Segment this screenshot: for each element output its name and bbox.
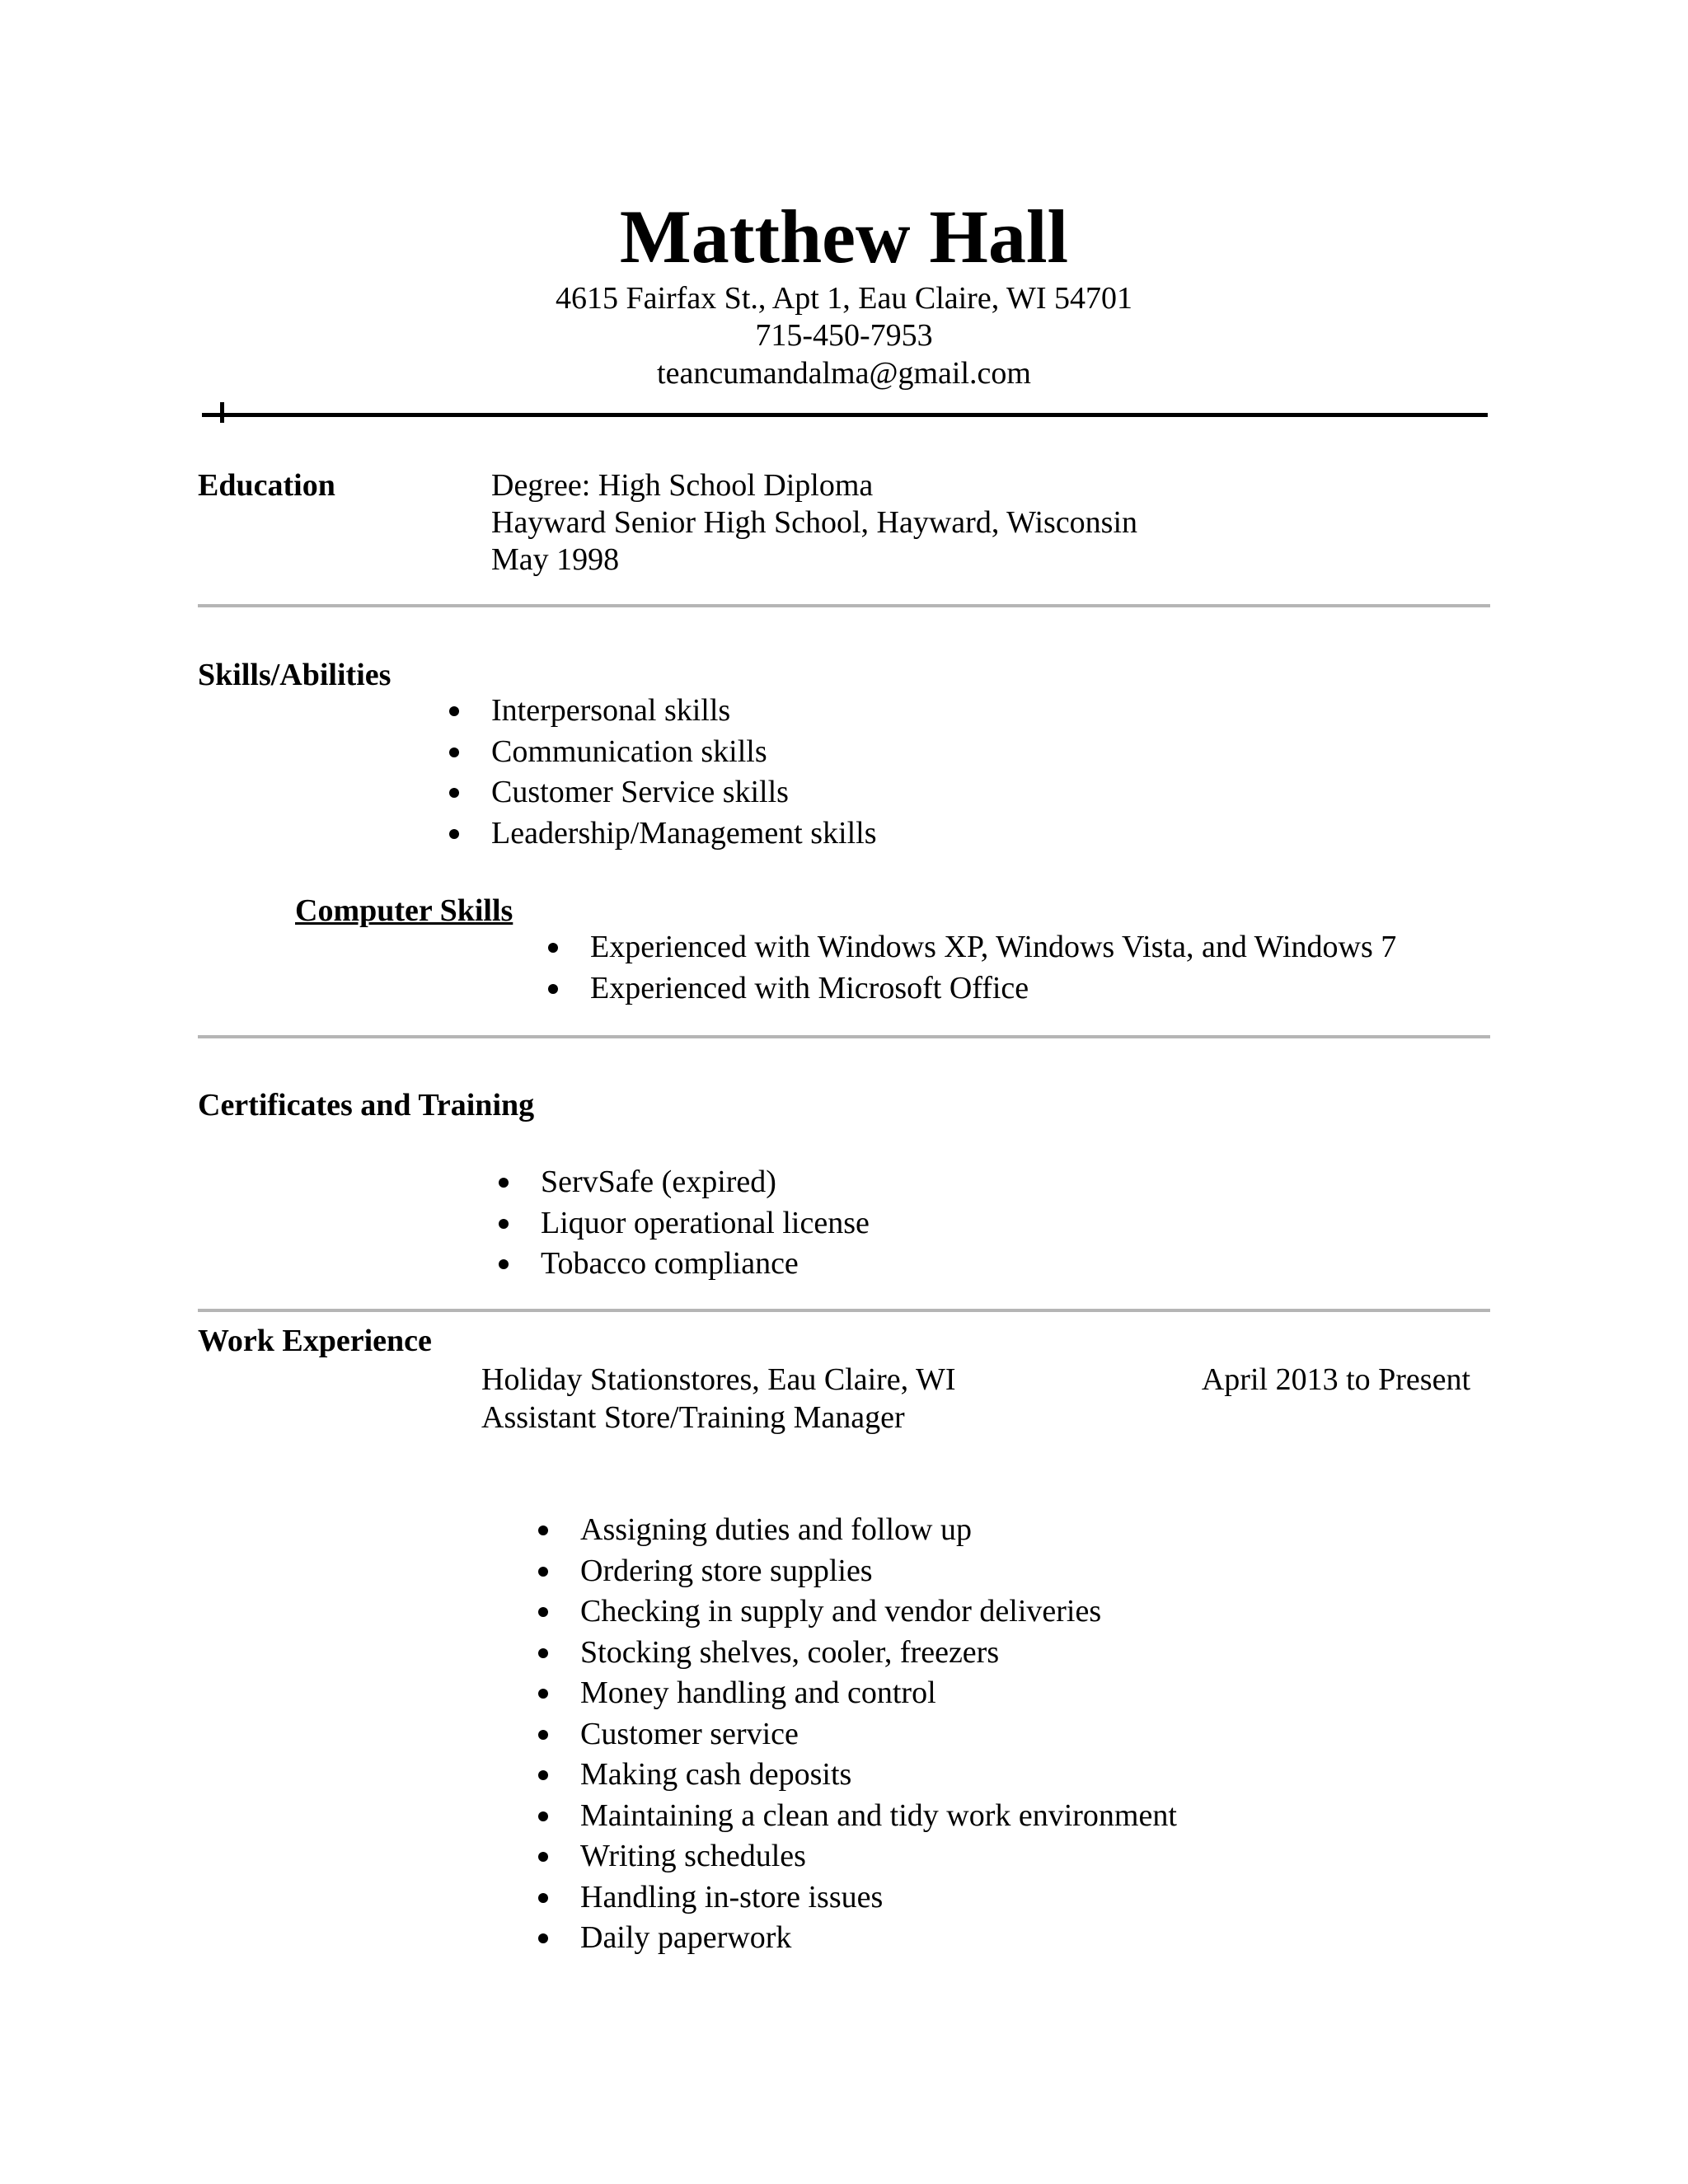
work-dates: April 2013 to Present bbox=[1201, 1362, 1470, 1397]
list-item: Handling in-store issues bbox=[580, 1877, 1177, 1919]
skills-list bbox=[491, 691, 877, 854]
list-item: Stocking shelves, cooler, freezers bbox=[580, 1633, 1177, 1674]
resume-name: Matthew Hall bbox=[619, 194, 1069, 279]
list-item: Maintaining a clean and tidy work environment bbox=[580, 1796, 1177, 1837]
certificates-heading: Certificates and Training bbox=[198, 1088, 535, 1122]
list-item: Writing schedules bbox=[580, 1836, 1177, 1877]
list-item: Leadership/Management skills bbox=[491, 813, 877, 855]
education-heading: Education bbox=[198, 468, 335, 503]
bullet-icon bbox=[449, 706, 459, 716]
computer-skills-heading: Computer Skills bbox=[295, 893, 513, 928]
list-item: Experienced with Microsoft Office bbox=[590, 968, 1396, 1010]
bullet-icon bbox=[538, 1689, 548, 1699]
bullet-icon bbox=[499, 1178, 509, 1188]
list-item: Customer service bbox=[580, 1714, 1177, 1755]
bullet-icon bbox=[548, 943, 558, 953]
list-item: Interpersonal skills bbox=[491, 691, 877, 732]
work-heading: Work Experience bbox=[198, 1324, 432, 1358]
header-divider bbox=[202, 413, 1488, 417]
bullet-icon bbox=[538, 1648, 548, 1658]
address-line: 4615 Fairfax St., Apt 1, Eau Claire, WI 54701 bbox=[555, 281, 1133, 316]
list-item: Liquor operational license bbox=[541, 1203, 870, 1244]
bullet-icon bbox=[499, 1219, 509, 1229]
list-item: Daily paperwork bbox=[580, 1918, 1177, 1959]
bullet-icon bbox=[538, 1811, 548, 1821]
bullet-icon bbox=[449, 788, 459, 798]
bullet-icon bbox=[538, 1852, 548, 1862]
bullet-icon bbox=[538, 1607, 548, 1617]
list-item: Assigning duties and follow up bbox=[580, 1510, 1177, 1551]
section-divider bbox=[198, 604, 1490, 607]
section-divider bbox=[198, 1035, 1490, 1038]
education-date: May 1998 bbox=[491, 542, 620, 577]
phone-line: 715-450-7953 bbox=[755, 318, 933, 353]
computer-skills-list bbox=[590, 927, 1396, 1009]
certificates-list bbox=[541, 1162, 870, 1285]
list-item: Making cash deposits bbox=[580, 1755, 1177, 1796]
work-employer: Holiday Stationstores, Eau Claire, WI bbox=[481, 1362, 956, 1397]
education-degree: Degree: High School Diploma bbox=[491, 468, 874, 503]
bullet-icon bbox=[538, 1526, 548, 1535]
list-item: Ordering store supplies bbox=[580, 1551, 1177, 1592]
bullet-icon bbox=[538, 1567, 548, 1577]
education-school: Hayward Senior High School, Hayward, Wisconsin bbox=[491, 505, 1138, 540]
list-item: ServSafe (expired) bbox=[541, 1162, 870, 1203]
list-item: Checking in supply and vendor deliveries bbox=[580, 1591, 1177, 1633]
skills-heading: Skills/Abilities bbox=[198, 658, 392, 692]
list-item: Experienced with Windows XP, Windows Vista, and Windows 7 bbox=[590, 927, 1396, 968]
header-divider-tick bbox=[220, 402, 224, 423]
bullet-icon bbox=[548, 984, 558, 994]
list-item: Money handling and control bbox=[580, 1673, 1177, 1714]
bullet-icon bbox=[499, 1259, 509, 1269]
bullet-icon bbox=[538, 1933, 548, 1943]
bullet-icon bbox=[449, 829, 459, 839]
bullet-icon bbox=[538, 1893, 548, 1903]
section-divider bbox=[198, 1309, 1490, 1312]
work-duties-list bbox=[580, 1510, 1177, 1959]
list-item: Communication skills bbox=[491, 732, 877, 773]
list-item: Customer Service skills bbox=[491, 772, 877, 813]
bullet-icon bbox=[538, 1730, 548, 1740]
list-item: Tobacco compliance bbox=[541, 1244, 870, 1285]
bullet-icon bbox=[538, 1770, 548, 1780]
email-line: teancumandalma@gmail.com bbox=[657, 356, 1031, 391]
work-title: Assistant Store/Training Manager bbox=[481, 1400, 905, 1435]
bullet-icon bbox=[449, 748, 459, 757]
